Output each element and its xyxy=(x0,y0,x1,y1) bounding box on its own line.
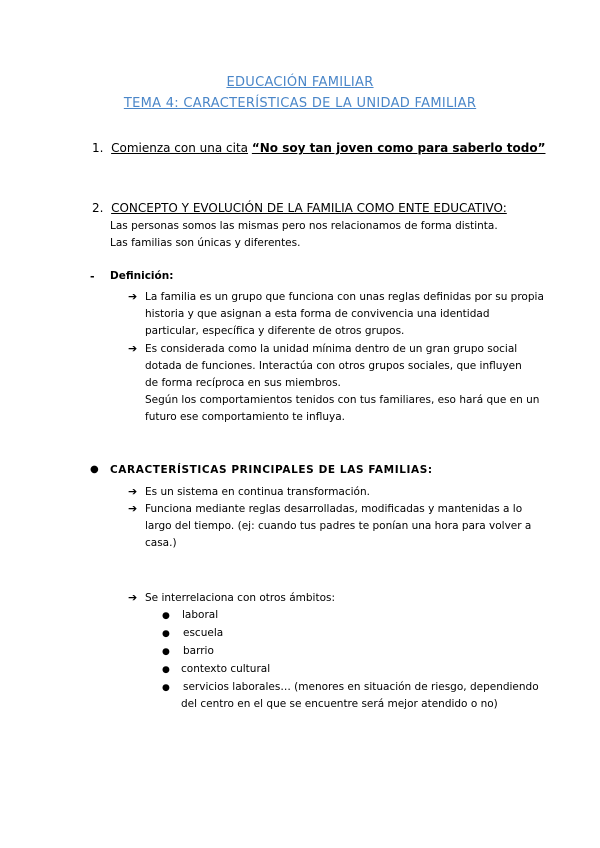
arrow-icon: ➔ xyxy=(128,502,138,515)
text-line: Según los comportamientos tenidos con tus familiares, eso hará que en un xyxy=(145,394,540,406)
text-line: largo del tiempo. (ej: cuando tus padres te ponían una hora para volver a xyxy=(145,520,532,532)
arrow-icon: ➔ xyxy=(128,290,138,303)
area-item-escuela: escuela xyxy=(183,627,224,639)
text-line: Funciona mediante reglas desarrolladas, modificadas y mantenidas a lo xyxy=(145,503,523,515)
text-line: futuro ese comportamiento te influya. xyxy=(145,411,345,423)
section2-heading xyxy=(92,201,507,215)
area-item-barrio: barrio xyxy=(183,645,214,657)
area-item-laboral: laboral xyxy=(182,609,219,621)
section2-intro-line2: Las familias son únicas y diferentes. xyxy=(110,237,301,249)
bullet-dot-icon: ● xyxy=(162,665,170,675)
definition-item-1 xyxy=(145,289,544,340)
area-item-contexto-cultural: contexto cultural xyxy=(181,663,271,675)
section1-quote: “No soy tan joven como para saberlo todo” xyxy=(251,141,546,155)
text-line: Es considerada como la unidad mínima dentro de un gran grupo social xyxy=(145,343,518,355)
arrow-icon: ➔ xyxy=(128,342,138,355)
section1-number: 1. xyxy=(92,141,104,155)
characteristics-item-3: Se interrelaciona con otros ámbitos: xyxy=(145,592,336,604)
subject-title: EDUCACIÓN FAMILIAR xyxy=(226,75,374,90)
text-line: particular, específica y diferente de otros grupos. xyxy=(145,325,405,337)
bullet-dot-icon: ● xyxy=(162,611,170,621)
section2-heading-text: CONCEPTO Y EVOLUCIÓN DE LA FAMILIA COMO ENTE EDUCATIVO: xyxy=(111,201,507,215)
section2-intro-line1: Las personas somos las mismas pero nos relacionamos de forma distinta. xyxy=(110,220,498,232)
characteristics-item-2 xyxy=(145,501,531,552)
text-line: dotada de funciones. Interactúa con otros grupos sociales, que influyen xyxy=(145,360,522,372)
characteristics-item-1: Es un sistema en continua transformación. xyxy=(145,486,370,498)
definition-label: Definición: xyxy=(110,270,174,282)
bullet-dot-icon: ● xyxy=(162,683,170,693)
bullet-dot-icon: ● xyxy=(162,629,170,639)
text-line: La familia es un grupo que funciona con unas reglas definidas por su propia xyxy=(145,291,544,303)
text-line: casa.) xyxy=(145,537,177,549)
topic-title: TEMA 4: CARACTERÍSTICAS DE LA UNIDAD FAMILIAR xyxy=(123,96,477,111)
arrow-icon: ➔ xyxy=(128,485,138,498)
section1-prefix: Comienza con una cita xyxy=(111,141,249,155)
section2-number: 2. xyxy=(92,201,104,215)
area-item-servicios-laborales: servicios laborales… (menores en situación de riesgo, dependiendo xyxy=(183,681,539,693)
text-line: historia y que asignan a esta forma de convivencia una identidad xyxy=(145,308,490,320)
dash-bullet: - xyxy=(90,270,95,283)
arrow-icon: ➔ xyxy=(128,591,138,604)
section1-heading xyxy=(92,141,545,155)
bullet-dot-icon: ● xyxy=(162,647,170,657)
bullet-dot-icon: ● xyxy=(90,464,99,475)
definition-item-2 xyxy=(145,341,539,426)
characteristics-label: CARACTERÍSTICAS PRINCIPALES DE LAS FAMILIAS: xyxy=(110,464,433,476)
text-line: de forma recíproca en sus miembros. xyxy=(145,377,341,389)
area-item-servicios-laborales-cont: del centro en el que se encuentre será mejor atendido o no) xyxy=(181,698,498,710)
